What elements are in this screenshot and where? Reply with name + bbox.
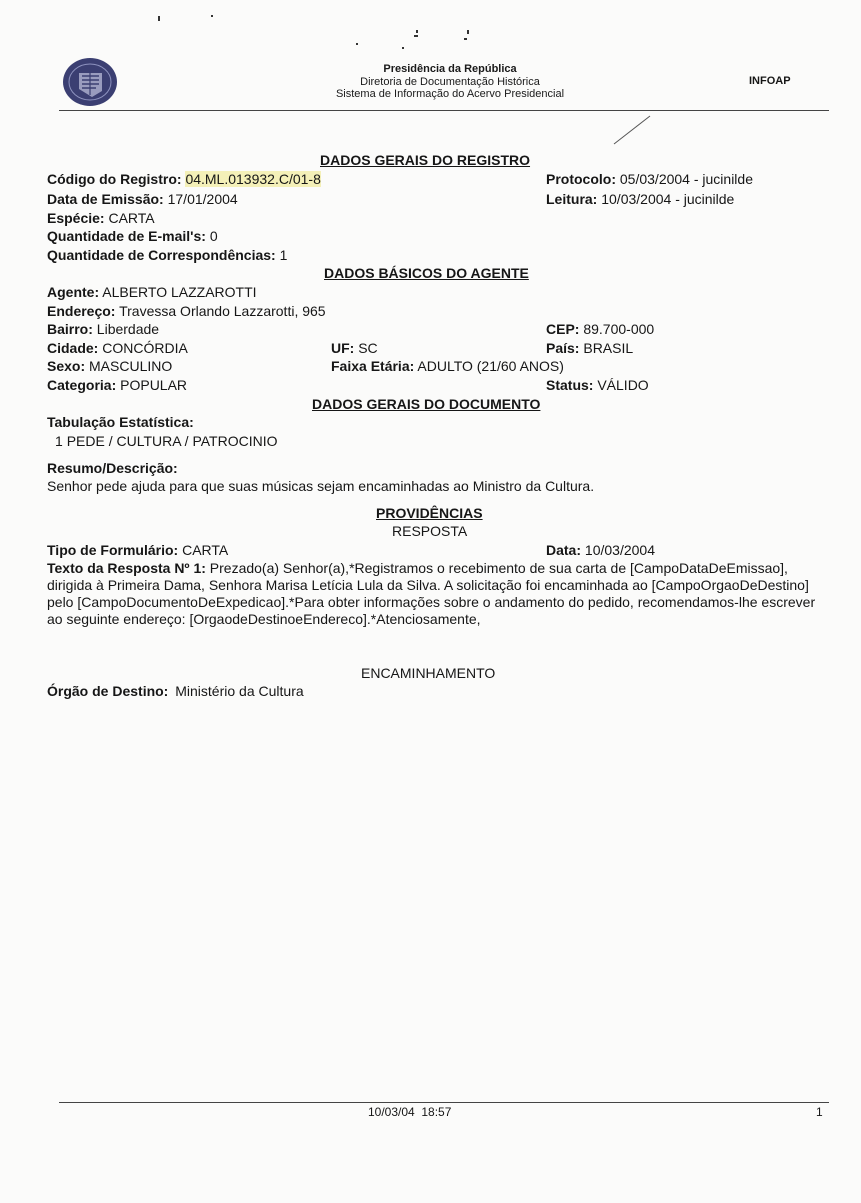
endereco-label: Endereço: [47, 303, 116, 319]
bairro-value: Liberdade [96, 321, 160, 337]
pais-label: País: [546, 340, 580, 356]
uf-label: UF: [331, 340, 355, 356]
categoria-row [47, 377, 187, 393]
uf-row [331, 340, 378, 356]
data-emissao-value: 17/01/2004 [167, 191, 238, 207]
codigo-label: Código do Registro: [47, 171, 182, 187]
status-value: VÁLIDO [597, 377, 649, 393]
providencias-section-title: PROVIDÊNCIAS [376, 505, 483, 521]
orgao-destino-value: Ministério da Cultura [175, 683, 304, 699]
institution-department: Diretoria de Documentação Histórica [360, 75, 540, 88]
agente-value: ALBERTO LAZZAROTTI [102, 284, 257, 300]
institution-header [300, 63, 600, 101]
tipo-formulario-label: Tipo de Formulário: [47, 542, 179, 558]
documento-section-title: DADOS GERAIS DO DOCUMENTO [312, 396, 541, 412]
status-label: Status: [546, 377, 594, 393]
header-divider [59, 110, 829, 111]
encaminhamento-section-title: ENCAMINHAMENTO [361, 665, 496, 681]
footer-page-number: 1 [816, 1105, 823, 1119]
qtd-corresp-label: Quantidade de Correspondências: [47, 247, 276, 263]
texto-resposta [47, 560, 817, 628]
protocolo-value: 05/03/2004 - jucinilde [619, 171, 753, 187]
pen-mark [612, 114, 652, 146]
footer-divider [59, 1102, 829, 1103]
data-emissao-row [47, 191, 238, 207]
bairro-row [47, 321, 159, 337]
institution-system: Sistema de Informação do Acervo Presidencial [335, 88, 565, 100]
endereco-row [47, 303, 326, 319]
especie-value: CARTA [108, 210, 155, 226]
cidade-row [47, 340, 188, 356]
institution-name: Presidência da República [383, 63, 517, 75]
faixa-row [331, 358, 564, 374]
data-resposta-row [546, 542, 655, 558]
bairro-label: Bairro: [47, 321, 93, 337]
leitura-row [546, 191, 734, 207]
leitura-value: 10/03/2004 - jucinilde [601, 191, 735, 207]
endereco-value: Travessa Orlando Lazzarotti, 965 [119, 303, 326, 319]
qtd-corresp-row [47, 247, 287, 263]
orgao-destino-row [47, 683, 304, 699]
tabulacao-value: PEDE / CULTURA / PATROCINIO [66, 433, 278, 449]
uf-value: SC [358, 340, 378, 356]
codigo-row [47, 171, 321, 187]
faixa-value: ADULTO (21/60 ANOS) [417, 358, 564, 374]
tabulacao-row [55, 433, 278, 449]
sexo-value: MASCULINO [89, 358, 173, 374]
tipo-formulario-row [47, 542, 228, 558]
agente-label: Agente: [47, 284, 100, 300]
agente-section-title: DADOS BÁSICOS DO AGENTE [324, 265, 529, 281]
footer-timestamp: 10/03/04 18:57 [368, 1105, 452, 1119]
cep-row [546, 321, 654, 337]
categoria-value: POPULAR [120, 377, 188, 393]
especie-row [47, 210, 155, 226]
qtd-email-label: Quantidade de E-mail's: [47, 228, 206, 244]
qtd-email-value: 0 [209, 228, 218, 244]
data-resposta-value: 10/03/2004 [584, 542, 655, 558]
qtd-corresp-value: 1 [279, 247, 288, 263]
cidade-value: CONCÓRDIA [102, 340, 188, 356]
status-row [546, 377, 649, 393]
especie-label: Espécie: [47, 210, 105, 226]
sexo-row [47, 358, 172, 374]
texto-resposta-value: Prezado(a) Senhor(a),*Registramos o recebimento de sua carta de [CampoDataDeEmissao], dirigida à Primeira Dama, Senhora Marisa Letícia Lula da Silva. A solicitação foi encaminhada ao [CampoOrgaoDeDestino] pelo [CampoDocumentoDeExpedicao].*Para obter informações sobre o andamento do pedido, recomendamos-lhe escrever ao seguinte endereço: [OrgaodeDestinoeEndereco].*Atenciosamente, [47, 560, 816, 627]
tipo-formulario-value: CARTA [182, 542, 229, 558]
data-resposta-label: Data: [546, 542, 582, 558]
tabulacao-label: Tabulação Estatística: [47, 414, 194, 430]
protocolo-label: Protocolo: [546, 171, 616, 187]
orgao-destino-label: Órgão de Destino: [47, 683, 169, 699]
pais-row [546, 340, 633, 356]
cidade-label: Cidade: [47, 340, 99, 356]
protocolo-row [546, 171, 753, 187]
cep-value: 89.700-000 [583, 321, 655, 337]
tabulacao-num: 1 [55, 433, 63, 449]
government-seal-icon [62, 57, 118, 107]
leitura-label: Leitura: [546, 191, 598, 207]
infoap-label: INFOAP [749, 75, 791, 87]
texto-resposta-label: Texto da Resposta Nº 1: [47, 560, 206, 576]
resumo-value: Senhor pede ajuda para que suas músicas sejam encaminhadas ao Ministro da Cultura. [47, 478, 595, 494]
resumo-label: Resumo/Descrição: [47, 460, 178, 476]
data-emissao-label: Data de Emissão: [47, 191, 164, 207]
pais-value: BRASIL [583, 340, 634, 356]
faixa-label: Faixa Etária: [331, 358, 415, 374]
categoria-label: Categoria: [47, 377, 117, 393]
sexo-label: Sexo: [47, 358, 86, 374]
agente-row [47, 284, 257, 300]
qtd-email-row [47, 228, 218, 244]
resposta-subtitle: RESPOSTA [392, 523, 468, 539]
cep-label: CEP: [546, 321, 580, 337]
registro-section-title: DADOS GERAIS DO REGISTRO [320, 152, 531, 168]
codigo-value: 04.ML.013932.C/01-8 [185, 171, 321, 187]
